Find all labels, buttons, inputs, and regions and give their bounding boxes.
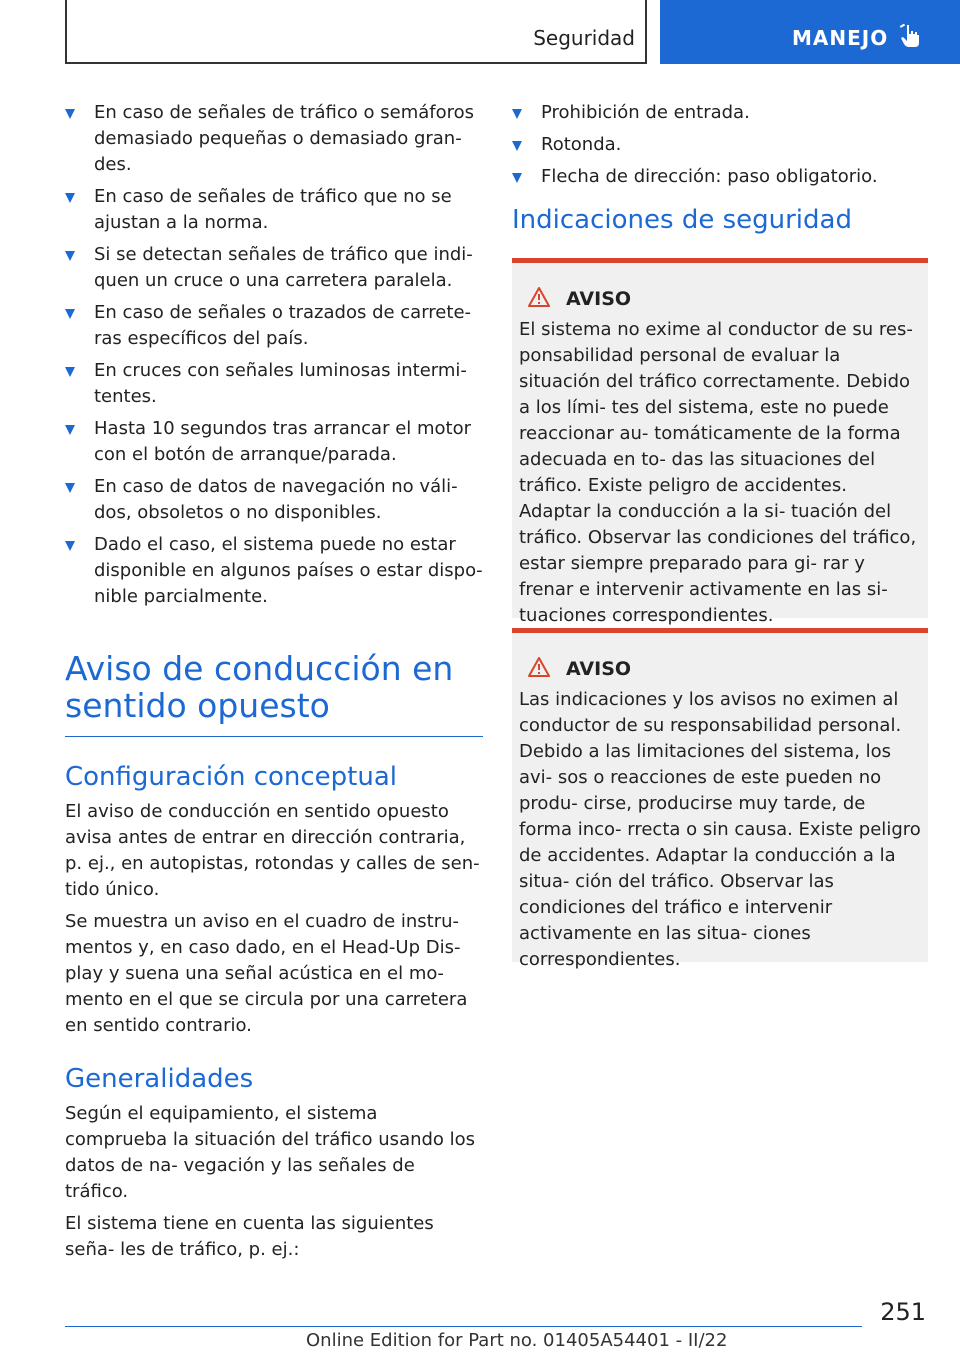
list-item: Rotonda. <box>512 132 928 158</box>
warning-triangle-icon <box>528 287 550 311</box>
list-item: En caso de señales o trazados de carrete‐ ras específicos del país. <box>65 300 483 352</box>
hand-pointer-icon <box>898 23 922 53</box>
list-item: En caso de señales de tráfico o semáforos demasiado pequeñas o demasiado gran‐ des. <box>65 100 483 178</box>
list-item: Hasta 10 segundos tras arrancar el motor con el botón de arranque/parada. <box>65 416 483 468</box>
triangle-bullet-icon <box>65 309 75 319</box>
section-heading: Aviso de conducción en sentido opuesto <box>65 650 483 737</box>
page-number: 251 <box>880 1298 926 1326</box>
list-item: Dado el caso, el sistema puede no estar disponible en algunos países o estar dispo‐ nible parcialmente. <box>65 532 483 610</box>
triangle-bullet-icon <box>65 109 75 119</box>
warning-box <box>512 258 928 626</box>
triangle-bullet-icon <box>512 173 522 183</box>
warning-box <box>512 628 928 970</box>
warning-triangle-icon <box>528 657 550 681</box>
triangle-bullet-icon <box>65 483 75 493</box>
triangle-bullet-icon <box>65 541 75 551</box>
warning-title: AVISO <box>566 288 632 310</box>
subsection-heading-concept: Configuración conceptual <box>65 762 397 792</box>
right-column <box>512 100 928 242</box>
paragraph: El aviso de conducción en sentido opuesto avisa antes de entrar en dirección contraria, p. ej., en autopistas, rotondas y calles de sen‐ tido único. <box>65 801 480 900</box>
condition-list <box>65 100 483 610</box>
list-item: Flecha de dirección: paso obligatorio. <box>512 164 928 190</box>
list-item: En caso de señales de tráfico que no se ajustan a la norma. <box>65 184 483 236</box>
paragraph: Según el equipamiento, el sistema comprueba la situación del tráfico usando los datos de na‐ vegación y las señales de tráfico. <box>65 1103 476 1202</box>
traffic-sign-list <box>512 100 928 190</box>
triangle-bullet-icon <box>65 425 75 435</box>
subsection-heading-general: Generalidades <box>65 1064 254 1094</box>
list-item: En cruces con señales luminosas intermi‐ tentes. <box>65 358 483 410</box>
chapter-tab[interactable] <box>660 0 960 64</box>
footer-divider <box>65 1326 862 1327</box>
triangle-bullet-icon <box>65 367 75 377</box>
triangle-bullet-icon <box>65 193 75 203</box>
list-item: En caso de datos de navegación no váli‐ dos, obsoletos o no disponibles. <box>65 474 483 526</box>
list-item: Si se detectan señales de tráfico que indi‐ quen un cruce o una carretera paralela. <box>65 242 483 294</box>
left-column <box>65 100 483 1269</box>
safety-heading: Indicaciones de seguridad <box>512 205 852 235</box>
chapter-label: MANEJO <box>792 26 889 50</box>
warning-title: AVISO <box>566 658 632 680</box>
warning-text: El sistema no exime al conductor de su res‐ ponsabilidad personal de evaluar la situación del tráfico correctamente. Debido a los lími‐ tes del sistema, este no puede reaccionar au‐ tomáticamente de la forma adecuada en to‐ das las situaciones del tráfico. Existe peligro de accidentes. Adaptar la conducción a la si‐ tuación del tráfico. Observar las condiciones del tráfico, estar siempre preparado para gi‐ rar y frenar e intervenir activamente en las si‐ tuaciones correspondientes. <box>519 319 917 626</box>
list-item: Prohibición de entrada. <box>512 100 928 126</box>
warning-text: Las indicaciones y los avisos no eximen al conductor de su responsabilidad personal. Debido a las limitaciones del sistema, los avi‐ sos o reacciones de este pueden no produ‐ cirse, producirse muy tarde, de forma inco‐ rrecta o sin causa. Existe peligro de accidentes. Adaptar la conducción a la situa‐ ción del tráfico. Observar las condiciones del tráfico e intervenir activamente en las situa‐ ciones correspondientes. <box>519 689 921 970</box>
paragraph: Se muestra un aviso en el cuadro de instru‐ mentos y, en caso dado, en el Head-Up Dis‐ play y suena una señal acústica en el mo‐ mento en el que se circula por una carretera en sentido contrario. <box>65 911 468 1036</box>
triangle-bullet-icon <box>65 251 75 261</box>
paragraph: El sistema tiene en cuenta las siguientes seña‐ les de tráfico, p. ej.: <box>65 1213 434 1260</box>
footer-edition: Online Edition for Part no. 01405A54401 - II/22 <box>306 1330 728 1351</box>
warning-header <box>528 285 928 313</box>
triangle-bullet-icon <box>512 109 522 119</box>
warning-header <box>528 655 928 683</box>
section-title: Seguridad <box>533 26 635 50</box>
triangle-bullet-icon <box>512 141 522 151</box>
